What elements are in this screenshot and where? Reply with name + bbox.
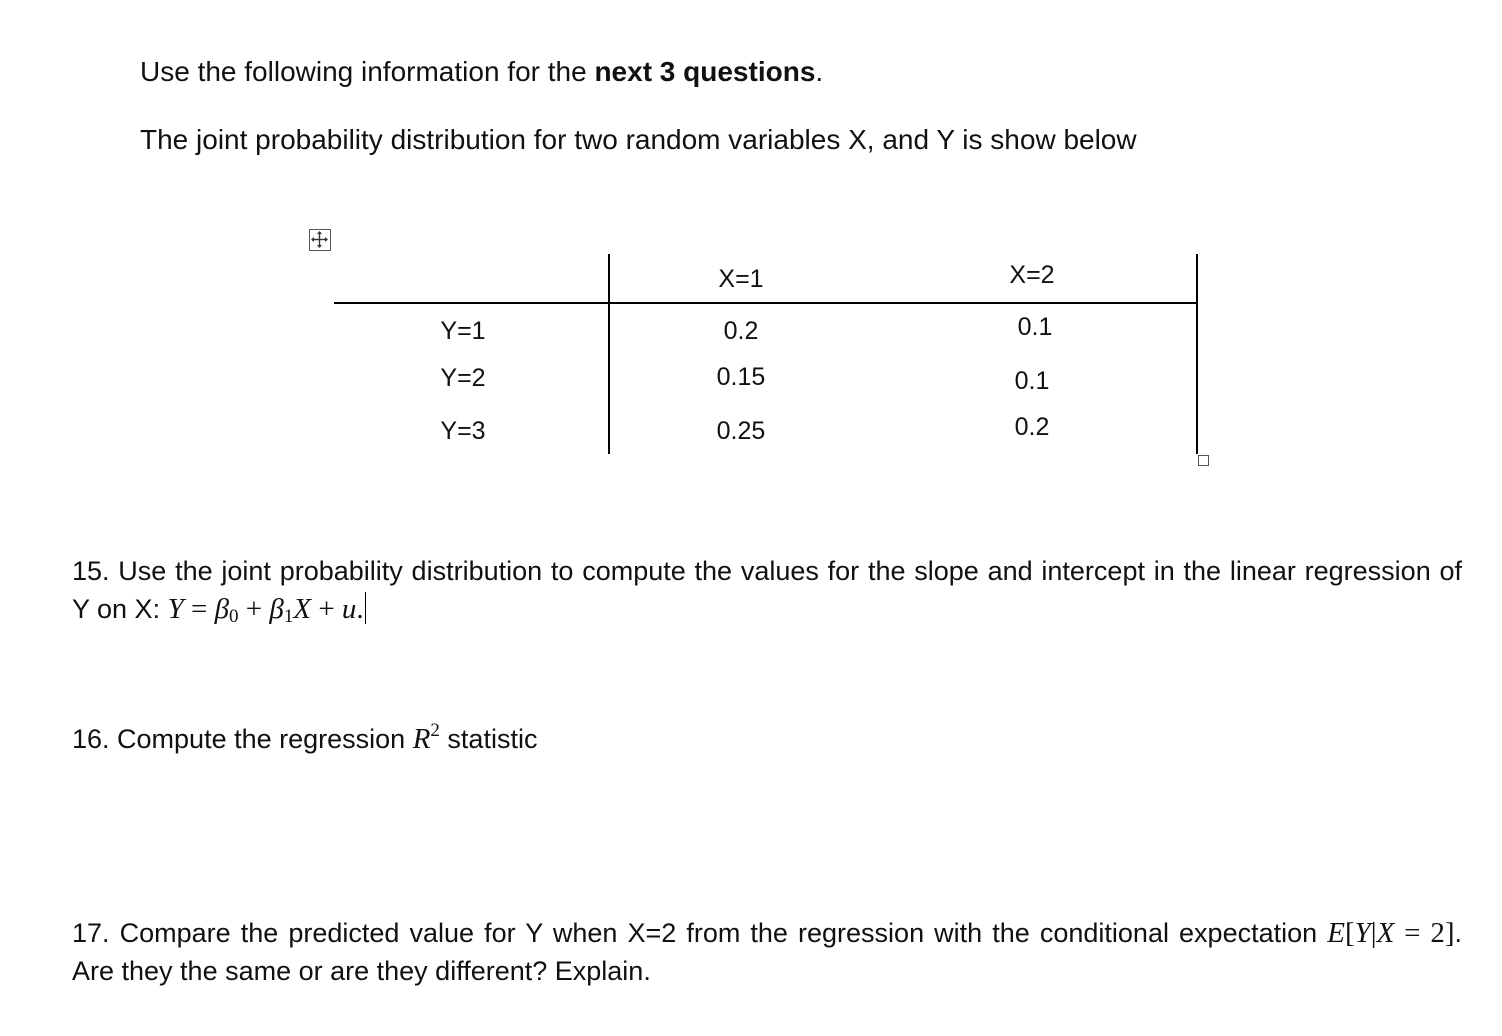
table-move-handle-icon[interactable] <box>309 229 331 251</box>
question-16 <box>72 720 1462 758</box>
question-16-text: 16. Compute the regression <box>72 724 413 754</box>
question-17 <box>72 914 1462 990</box>
table-resize-handle-icon[interactable] <box>1198 455 1209 466</box>
text-cursor <box>365 592 367 624</box>
ce-bracket-open: [ <box>1344 917 1355 949</box>
r-symbol: R <box>412 723 431 755</box>
eq-period: . <box>356 593 364 625</box>
intro-line-1-suffix: . <box>815 56 824 87</box>
ce-e: E <box>1327 917 1345 949</box>
cell-y2-x1: 0.15 <box>716 363 766 391</box>
ce-bracket-close: ] <box>1444 917 1455 949</box>
col-header-x2: X=2 <box>1009 261 1055 289</box>
row-label-y2: Y=2 <box>440 364 486 392</box>
cell-y3-x1: 0.25 <box>716 417 766 445</box>
row-label-y3: Y=3 <box>440 417 486 445</box>
eq-u: u <box>341 593 357 625</box>
eq-sub1: 1 <box>283 606 294 627</box>
cell-y3-x2: 0.2 <box>1014 413 1050 441</box>
cell-y1-x1: 0.2 <box>723 317 759 345</box>
intro-line-2: The joint probability distribution for two random variables X, and Y is show below <box>140 124 1137 155</box>
eq-y: Y <box>167 593 184 625</box>
eq-beta1: β <box>269 593 284 625</box>
table-header-rule <box>334 302 1198 304</box>
ce-equals: = <box>1394 917 1431 949</box>
eq-plus2: + <box>311 593 342 625</box>
intro-line-1-bold: next 3 questions <box>594 56 816 87</box>
question-15-text: 15. Use the joint probability distribution to compute the values for the slope and intercept in the linear regression of Y on X: <box>72 556 1462 624</box>
regression-equation <box>168 593 364 625</box>
intro-line-1-text: Use the following information for the <box>140 56 595 87</box>
cell-y2-x2: 0.1 <box>1014 367 1050 395</box>
ce-two: 2 <box>1430 917 1445 949</box>
eq-sub0: 0 <box>229 606 239 627</box>
cell-y1-x2: 0.1 <box>1017 313 1053 341</box>
question-17-text: 17. Compare the predicted value for Y when X=2 from the regression with the conditional expectation <box>72 918 1328 948</box>
row-label-y1: Y=1 <box>440 317 486 345</box>
ce-x: X <box>1376 917 1395 949</box>
table-column-divider <box>608 254 610 454</box>
table-right-border <box>1196 254 1198 454</box>
col-header-x1: X=1 <box>718 265 764 293</box>
eq-x: X <box>293 593 312 625</box>
eq-plus1: + <box>238 593 270 625</box>
question-17-text-end: . Are they the same or are they different? Explain. <box>72 918 1462 986</box>
intro-line-1 <box>140 55 823 89</box>
eq-equals: = <box>183 593 215 625</box>
r-squared <box>412 720 440 755</box>
conditional-expectation <box>1327 917 1454 949</box>
ce-y: Y <box>1354 917 1371 949</box>
question-15 <box>72 552 1462 628</box>
question-16-text-end: statistic <box>439 724 538 754</box>
eq-beta0: β <box>214 593 230 625</box>
ce-bar: | <box>1370 917 1377 949</box>
r-superscript: 2 <box>430 720 440 741</box>
